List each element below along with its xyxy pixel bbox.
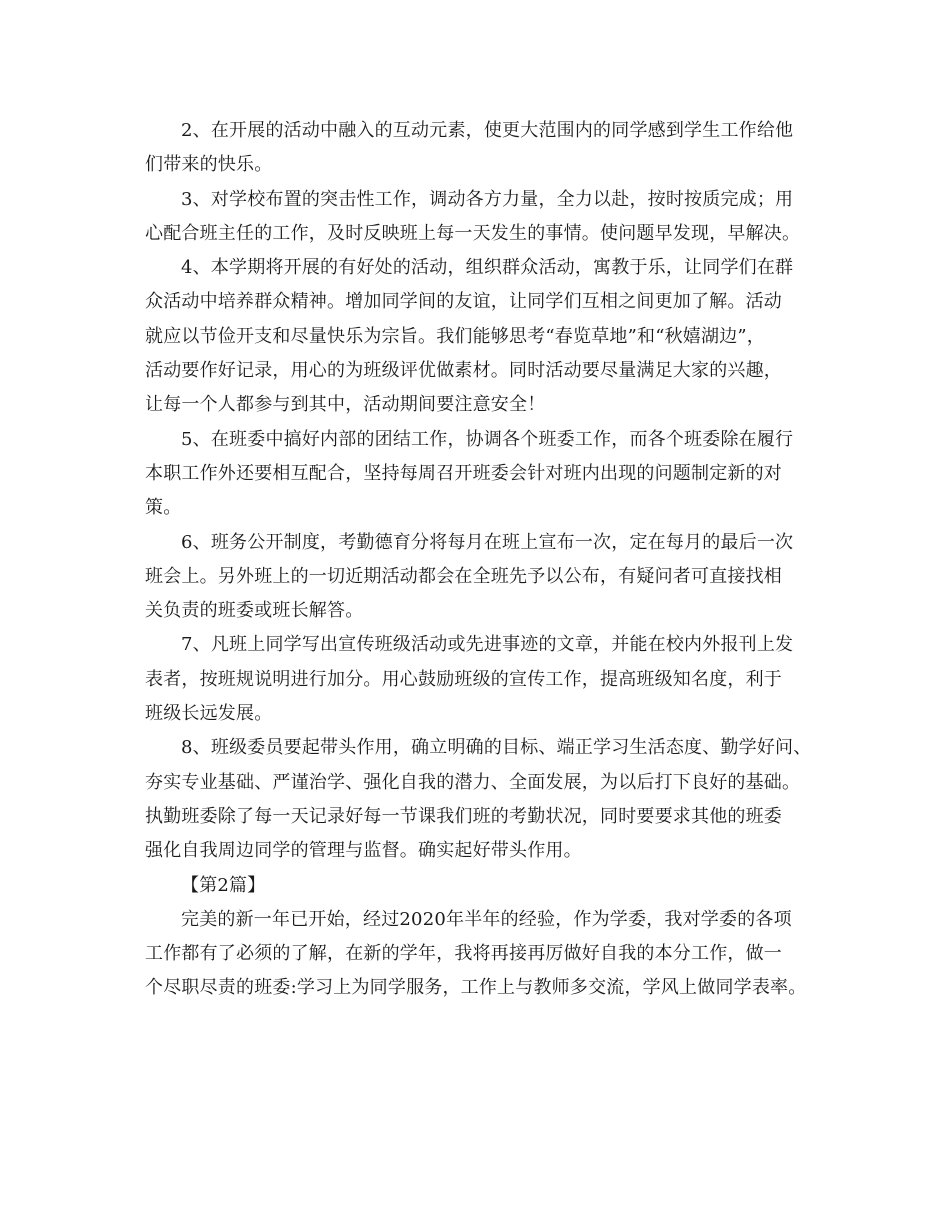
text-line: 表者，按班规说明进行加分。用心鼓励班级的宣传工作，提高班级知名度，利于 xyxy=(145,668,782,690)
text-line: 6、班务公开制度，考勤德育分将每月在班上宣布一次，定在每月的最后一次 xyxy=(181,531,794,553)
paragraph-5 xyxy=(145,423,820,526)
paragraph-2 xyxy=(145,114,820,183)
text-line: 执勤班委除了每一天记录好每一节课我们班的考勤状况，同时要要求其他的班委 xyxy=(145,805,782,827)
text-line: 们带来的快乐。 xyxy=(145,154,273,176)
text-line: 班级长远发展。 xyxy=(145,703,273,725)
text-line: 个尽职尽责的班委:学习上为同学服务，工作上与教师多交流，学风上做同学表率。 xyxy=(145,977,807,999)
text-line: 4、本学期将开展的有好处的活动，组织群众活动，寓教于乐，让同学们在群 xyxy=(181,257,794,279)
text-line: 就应以节俭开支和尽量快乐为宗旨。我们能够思考“春览草地”和“秋嬉湖边”， xyxy=(145,325,766,347)
text-line: 心配合班主任的工作，及时反映班上每一天发生的事情。使问题早发现，早解决。 xyxy=(145,222,801,244)
text-line: 众活动中培养群众精神。增加同学间的友谊，让同学们互相之间更加了解。活动 xyxy=(145,291,782,313)
text-line: 2、在开展的活动中融入的互动元素，使更大范围内的同学感到学生工作给他 xyxy=(181,120,794,141)
section-heading xyxy=(145,869,820,903)
text-line: 班会上。另外班上的一切近期活动都会在全班先予以公布，有疑问者可直接找相 xyxy=(145,565,782,587)
document-body xyxy=(145,114,820,1006)
text-line: 7、凡班上同学写出宣传班级活动或先进事迹的文章，并能在校内外报刊上发 xyxy=(181,634,794,656)
paragraph-8 xyxy=(145,731,820,868)
paragraph-4 xyxy=(145,251,820,422)
text-line: 强化自我周边同学的管理与监督。确实起好带头作用。 xyxy=(145,840,582,862)
text-line: 关负责的班委或班长解答。 xyxy=(145,600,364,622)
text-line: 8、班级委员要起带头作用，确立明确的目标、端正学习生活态度、勤学好问、 xyxy=(181,737,812,759)
text-line: 让每一个人都参与到其中，活动期间要注意安全！ xyxy=(145,394,546,416)
paragraph-intro xyxy=(145,903,820,1006)
text-line: 完美的新一年已开始，经过2020年半年的经验，作为学委，我对学委的各项 xyxy=(181,908,792,930)
text-line: 本职工作外还要相互配合，坚持每周召开班委会针对班内出现的问题制定新的对 xyxy=(145,462,782,484)
paragraph-7 xyxy=(145,628,820,731)
text-line: 夯实专业基础、严谨治学、强化自我的潜力、全面发展，为以后打下良好的基础。 xyxy=(145,771,801,793)
text-line: 策。 xyxy=(145,497,182,519)
text-line: 工作都有了必须的了解，在新的学年，我将再接再厉做好自我的本分工作，做一 xyxy=(145,943,782,965)
text-line: 3、对学校布置的突击性工作，调动各方力量，全力以赴，按时按质完成；用 xyxy=(181,188,794,210)
paragraph-6 xyxy=(145,526,820,629)
text-line: 【第2篇】 xyxy=(181,874,266,896)
text-line: 5、在班委中搞好内部的团结工作，协调各个班委工作，而各个班委除在履行 xyxy=(181,428,794,450)
paragraph-3 xyxy=(145,183,820,252)
text-line: 活动要作好记录，用心的为班级评优做素材。同时活动要尽量满足大家的兴趣， xyxy=(145,360,782,382)
